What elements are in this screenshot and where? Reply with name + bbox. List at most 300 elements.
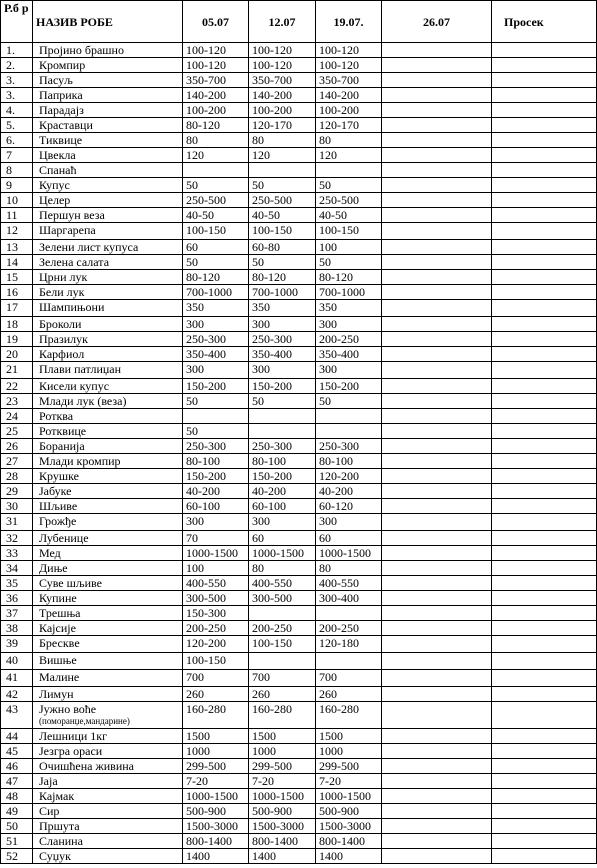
row-number-text: 28: [6, 469, 18, 483]
row-name-subtitle: (поморанџе,мандарине): [39, 716, 130, 726]
row-price-1-text: 100-150: [186, 223, 226, 237]
row-name: [33, 531, 183, 546]
row-number: [1, 546, 33, 561]
row-price-3: [316, 379, 382, 394]
row-price-4: [382, 849, 492, 864]
row-number: [1, 394, 33, 409]
row-name: [33, 546, 183, 561]
row-price-3: [316, 193, 382, 208]
row-price-3-text: 120-170: [319, 118, 359, 132]
row-price-2-text: 1000: [252, 744, 276, 758]
header-date-3: 19.07.: [316, 1, 382, 43]
row-name-text: Шљиве: [39, 499, 78, 513]
row-price-3-text: 700: [319, 670, 337, 684]
row-price-3-text: 260: [319, 687, 337, 701]
row-price-3: [316, 362, 382, 379]
row-name-text: Кајсије: [39, 621, 76, 635]
row-number: [1, 178, 33, 193]
row-average: [492, 133, 597, 148]
row-name-text: Суве шљиве: [39, 576, 102, 590]
row-number: [1, 670, 33, 687]
row-price-3-text: 350-700: [319, 73, 359, 87]
row-price-1: [183, 379, 249, 394]
row-number: [1, 439, 33, 454]
table-row: [1, 819, 597, 834]
row-price-3: [316, 148, 382, 163]
row-number: [1, 514, 33, 531]
row-name-text: Целер: [39, 193, 71, 207]
row-price-1-text: 150-200: [186, 379, 226, 393]
row-price-2: [249, 103, 316, 118]
table-row: [1, 178, 597, 193]
row-price-4: [382, 332, 492, 347]
row-name: [33, 653, 183, 670]
row-number: [1, 424, 33, 439]
row-price-2-text: 160-280: [252, 702, 292, 716]
row-price-2: [249, 409, 316, 424]
row-price-2-text: 1000-1500: [252, 789, 304, 803]
row-price-3-text: 40-200: [319, 484, 353, 498]
row-number-text: 13: [6, 240, 18, 254]
row-number-text: 10: [6, 193, 18, 207]
row-price-1-text: 80-120: [186, 270, 220, 284]
row-price-2-text: 100-120: [252, 43, 292, 57]
row-price-4: [382, 484, 492, 499]
row-price-2-text: 150-200: [252, 469, 292, 483]
row-price-3-text: 100-200: [319, 103, 359, 117]
row-number-text: 14: [6, 255, 18, 269]
row-average: [492, 223, 597, 240]
row-price-3-text: 120: [319, 148, 337, 162]
row-average: [492, 729, 597, 744]
row-price-3-text: 100: [319, 240, 337, 254]
header-date-1: 05.07: [183, 1, 249, 43]
row-number: [1, 576, 33, 591]
row-price-3: [316, 454, 382, 469]
row-price-1-text: 1400: [186, 849, 210, 863]
row-price-2: [249, 73, 316, 88]
row-price-1-text: 250-300: [186, 332, 226, 346]
row-price-1-text: 80-100: [186, 454, 220, 468]
row-average: [492, 653, 597, 670]
row-average: [492, 163, 597, 178]
table-row: [1, 317, 597, 332]
row-price-2-text: 250-300: [252, 332, 292, 346]
table-row: [1, 804, 597, 819]
row-price-2: [249, 789, 316, 804]
row-price-1-text: 80: [186, 133, 198, 147]
row-price-2-text: 300-500: [252, 591, 292, 605]
row-price-2-text: 80-100: [252, 454, 286, 468]
row-name-text: Језгра ораси: [39, 744, 103, 758]
row-price-2: [249, 332, 316, 347]
row-number-text: 8: [6, 163, 12, 177]
row-price-1: [183, 43, 249, 58]
row-price-3: [316, 621, 382, 636]
row-average: [492, 531, 597, 546]
row-name-text: Мед: [39, 546, 61, 560]
row-price-1: [183, 576, 249, 591]
row-name-text: Суџук: [39, 849, 71, 863]
table-row: [1, 774, 597, 789]
row-name-text: Купине: [39, 591, 77, 605]
row-price-1-text: 250-500: [186, 193, 226, 207]
row-price-4: [382, 255, 492, 270]
table-row: [1, 240, 597, 255]
table-row: [1, 208, 597, 223]
row-average: [492, 379, 597, 394]
row-number-text: 29: [6, 484, 18, 498]
row-average: [492, 424, 597, 439]
row-name: [33, 561, 183, 576]
row-price-2-text: 60: [252, 531, 264, 545]
table-row: [1, 43, 597, 58]
row-price-1: [183, 270, 249, 285]
row-price-2-text: 800-1400: [252, 834, 298, 848]
row-name: [33, 819, 183, 834]
row-price-2: [249, 687, 316, 702]
row-price-2: [249, 362, 316, 379]
row-name: [33, 834, 183, 849]
table-row: [1, 118, 597, 133]
row-number: [1, 819, 33, 834]
row-price-3-text: 120-180: [319, 636, 359, 650]
row-average: [492, 103, 597, 118]
row-price-3-text: 80-100: [319, 454, 353, 468]
header-average: Просек: [492, 1, 597, 43]
row-name: [33, 849, 183, 864]
row-average: [492, 270, 597, 285]
row-average: [492, 317, 597, 332]
row-price-1-text: 120-200: [186, 636, 226, 650]
row-average: [492, 759, 597, 774]
row-price-2: [249, 223, 316, 240]
row-price-2: [249, 499, 316, 514]
row-number-text: 26: [6, 439, 18, 453]
row-price-4: [382, 223, 492, 240]
row-price-2-text: 250-500: [252, 193, 292, 207]
row-price-1-text: 60-100: [186, 499, 220, 513]
row-price-2-text: 300: [252, 362, 270, 376]
row-number-text: 24: [6, 409, 18, 423]
row-number-text: 38: [6, 621, 18, 635]
row-number-text: 37: [6, 606, 18, 620]
row-name: [33, 409, 183, 424]
row-price-3-text: 40-50: [319, 208, 347, 222]
row-number-text: 34: [6, 561, 18, 575]
row-name: [33, 208, 183, 223]
row-name: [33, 118, 183, 133]
row-price-1: [183, 687, 249, 702]
row-price-4: [382, 687, 492, 702]
table-row: [1, 148, 597, 163]
row-price-4: [382, 193, 492, 208]
row-price-2: [249, 439, 316, 454]
row-name: [33, 591, 183, 606]
row-price-2-text: 200-250: [252, 621, 292, 635]
row-price-4: [382, 103, 492, 118]
row-price-3-text: 1400: [319, 849, 343, 863]
row-price-3-text: 7-20: [319, 774, 341, 788]
row-name: [33, 469, 183, 484]
row-average: [492, 789, 597, 804]
row-price-2-text: 60-100: [252, 499, 286, 513]
row-price-1: [183, 332, 249, 347]
table-row: [1, 163, 597, 178]
row-price-1-text: 100-120: [186, 43, 226, 57]
row-name-text: Јужно воће: [39, 702, 97, 716]
table-row: [1, 454, 597, 469]
row-number-text: 19: [6, 332, 18, 346]
row-price-3-text: 250-500: [319, 193, 359, 207]
row-name-text: Пасуљ: [39, 73, 73, 87]
row-price-3-text: 60: [319, 531, 331, 545]
row-price-1: [183, 362, 249, 379]
row-name-text: Цвекла: [39, 148, 76, 162]
header-name: НАЗИВ РОБЕ: [33, 1, 183, 43]
row-price-1-text: 350: [186, 300, 204, 314]
row-number: [1, 347, 33, 362]
row-price-2-text: 299-500: [252, 759, 292, 773]
row-number-text: 27: [6, 454, 18, 468]
row-name-text: Карфиол: [39, 347, 85, 361]
row-number: [1, 744, 33, 759]
row-price-1: [183, 759, 249, 774]
table-row: [1, 789, 597, 804]
row-price-1-text: 1500-3000: [186, 819, 238, 833]
row-price-1: [183, 606, 249, 621]
row-name-text: Зелени лист купуса: [39, 240, 139, 254]
row-name-text: Црни лук: [39, 270, 88, 284]
row-name: [33, 804, 183, 819]
row-name: [33, 178, 183, 193]
row-price-3: [316, 317, 382, 332]
row-price-1: [183, 208, 249, 223]
row-number-text: 5.: [6, 118, 15, 132]
row-price-3-text: 1000-1500: [319, 546, 371, 560]
row-price-1: [183, 148, 249, 163]
row-average: [492, 606, 597, 621]
row-price-1: [183, 561, 249, 576]
row-price-2-text: 40-50: [252, 208, 280, 222]
row-price-4: [382, 653, 492, 670]
row-name-text: Плави патлиџан: [39, 362, 122, 376]
row-name: [33, 484, 183, 499]
row-price-2: [249, 531, 316, 546]
row-name: [33, 317, 183, 332]
row-price-4: [382, 670, 492, 687]
row-number: [1, 270, 33, 285]
row-name: [33, 514, 183, 531]
row-price-3-text: 350: [319, 300, 337, 314]
row-name-text: Шампињони: [39, 300, 105, 314]
row-price-1: [183, 454, 249, 469]
row-price-1-text: 120: [186, 148, 204, 162]
row-average: [492, 439, 597, 454]
table-row: [1, 670, 597, 687]
row-price-1-text: 60: [186, 240, 198, 254]
row-price-3: [316, 759, 382, 774]
table-row: [1, 270, 597, 285]
row-price-1: [183, 103, 249, 118]
row-price-4: [382, 58, 492, 73]
row-average: [492, 546, 597, 561]
row-price-4: [382, 43, 492, 58]
row-price-3: [316, 576, 382, 591]
row-name-text: Лубенице: [39, 531, 89, 545]
row-number: [1, 687, 33, 702]
row-name: [33, 744, 183, 759]
row-price-3-text: 140-200: [319, 88, 359, 102]
row-price-1: [183, 670, 249, 687]
row-price-2: [249, 546, 316, 561]
row-price-1-text: 260: [186, 687, 204, 701]
row-number-text: 39: [6, 636, 18, 650]
row-price-2-text: 700-1000: [252, 285, 298, 299]
row-price-4: [382, 606, 492, 621]
row-price-2: [249, 606, 316, 621]
row-price-3-text: 100-150: [319, 223, 359, 237]
row-number: [1, 484, 33, 499]
row-price-2: [249, 148, 316, 163]
row-price-4: [382, 804, 492, 819]
row-name: [33, 133, 183, 148]
row-name-text: Очишћена живина: [39, 759, 134, 773]
row-price-4: [382, 454, 492, 469]
row-price-3: [316, 103, 382, 118]
row-number-text: 7: [6, 148, 12, 162]
row-number: [1, 621, 33, 636]
row-number-text: 49: [6, 804, 18, 818]
table-row: [1, 73, 597, 88]
table-row: [1, 561, 597, 576]
row-number: [1, 499, 33, 514]
row-price-3: [316, 208, 382, 223]
row-average: [492, 88, 597, 103]
row-price-1: [183, 729, 249, 744]
row-price-3: [316, 332, 382, 347]
row-price-3: [316, 285, 382, 300]
row-price-3: [316, 774, 382, 789]
row-price-2: [249, 118, 316, 133]
row-number-text: 31: [6, 514, 18, 528]
row-name-text: Малине: [39, 670, 80, 684]
row-number-text: 51: [6, 834, 18, 848]
row-name: [33, 759, 183, 774]
table-row: [1, 223, 597, 240]
row-name-text: Млади кромпир: [39, 454, 121, 468]
row-price-4: [382, 133, 492, 148]
row-average: [492, 591, 597, 606]
row-price-1-text: 70: [186, 531, 198, 545]
row-number: [1, 454, 33, 469]
row-name-text: Диње: [39, 561, 68, 575]
row-price-3: [316, 178, 382, 193]
row-number-text: 20: [6, 347, 18, 361]
table-row: [1, 285, 597, 300]
row-name: [33, 347, 183, 362]
row-average: [492, 178, 597, 193]
row-price-2: [249, 514, 316, 531]
row-name: [33, 58, 183, 73]
row-price-2: [249, 58, 316, 73]
row-price-3: [316, 606, 382, 621]
row-number: [1, 58, 33, 73]
row-name-text: Парадајз: [39, 103, 84, 117]
row-number-text: 9: [6, 178, 12, 192]
row-price-2: [249, 285, 316, 300]
row-price-4: [382, 394, 492, 409]
table-row: [1, 744, 597, 759]
table-row: [1, 576, 597, 591]
row-price-3: [316, 73, 382, 88]
row-price-4: [382, 424, 492, 439]
row-price-2: [249, 193, 316, 208]
row-average: [492, 285, 597, 300]
row-number: [1, 163, 33, 178]
row-price-2: [249, 454, 316, 469]
row-price-3: [316, 670, 382, 687]
row-price-3: [316, 789, 382, 804]
row-price-2: [249, 43, 316, 58]
row-name: [33, 240, 183, 255]
row-price-1-text: 50: [186, 255, 198, 269]
row-price-3: [316, 514, 382, 531]
row-name: [33, 285, 183, 300]
row-price-4: [382, 379, 492, 394]
table-row: [1, 362, 597, 379]
row-price-3: [316, 163, 382, 178]
row-name-text: Броколи: [39, 317, 82, 331]
row-average: [492, 118, 597, 133]
row-number: [1, 379, 33, 394]
row-price-2: [249, 834, 316, 849]
row-number-text: 25: [6, 424, 18, 438]
row-price-1-text: 300: [186, 362, 204, 376]
table-row: [1, 546, 597, 561]
row-price-1-text: 160-280: [186, 702, 226, 716]
row-price-3-text: 300: [319, 317, 337, 331]
row-price-3: [316, 804, 382, 819]
row-price-3: [316, 687, 382, 702]
row-average: [492, 687, 597, 702]
row-price-3-text: 700-1000: [319, 285, 365, 299]
row-price-4: [382, 531, 492, 546]
row-price-2: [249, 88, 316, 103]
row-price-3-text: 50: [319, 394, 331, 408]
row-name: [33, 394, 183, 409]
row-price-1-text: 50: [186, 424, 198, 438]
row-price-4: [382, 469, 492, 484]
row-price-2-text: 700: [252, 670, 270, 684]
row-price-1-text: 200-250: [186, 621, 226, 635]
row-price-2: [249, 849, 316, 864]
row-price-3-text: 1500: [319, 729, 343, 743]
row-price-2: [249, 774, 316, 789]
row-price-1-text: 100: [186, 561, 204, 575]
row-number: [1, 759, 33, 774]
table-row: [1, 531, 597, 546]
row-price-3: [316, 347, 382, 362]
row-number: [1, 362, 33, 379]
row-price-2: [249, 424, 316, 439]
row-number: [1, 531, 33, 546]
table-row: [1, 394, 597, 409]
row-name-text: Краставци: [39, 118, 93, 132]
row-price-1: [183, 653, 249, 670]
row-price-1: [183, 621, 249, 636]
row-price-1: [183, 133, 249, 148]
